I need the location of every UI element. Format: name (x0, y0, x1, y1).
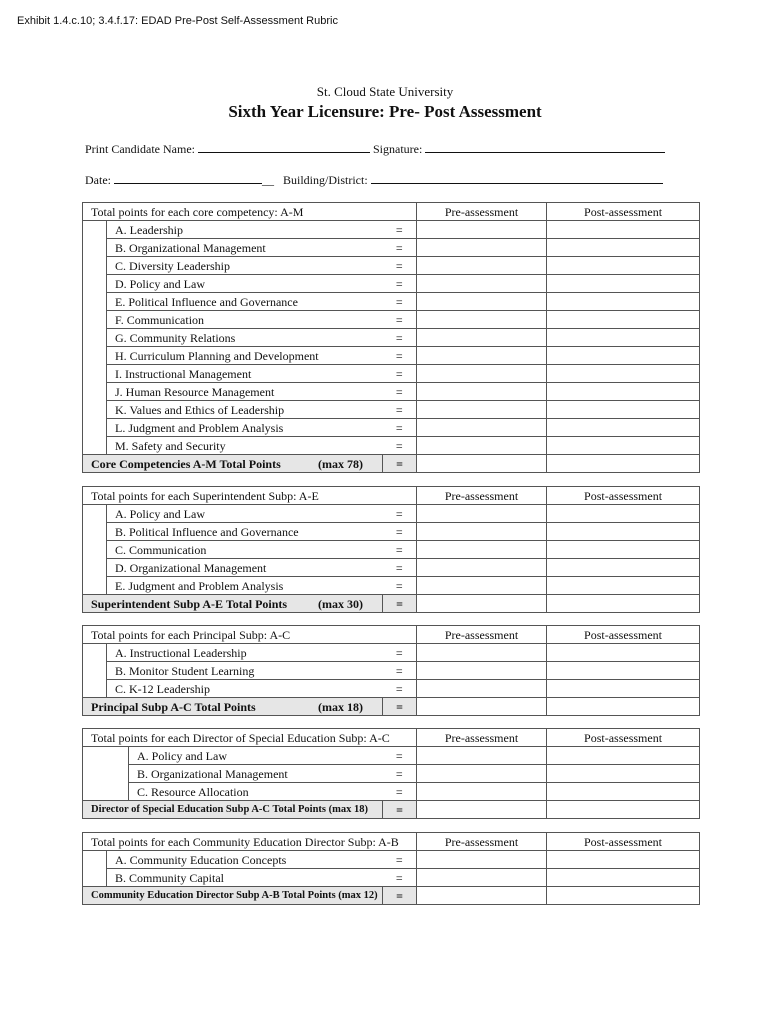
indent-cell (83, 644, 107, 662)
pre-score-cell[interactable] (417, 869, 547, 887)
item-label: A. Leadership (107, 221, 383, 239)
table-row (83, 401, 700, 419)
equals-sign: = (383, 293, 417, 311)
indent-cell (83, 347, 107, 365)
table-row (83, 783, 700, 801)
pre-score-cell[interactable] (417, 365, 547, 383)
section-heading: Total points for each core competency: A-M (83, 203, 417, 221)
table-row (83, 559, 700, 577)
page-title: Sixth Year Licensure: Pre- Post Assessment (228, 102, 542, 121)
pre-score-cell[interactable] (417, 747, 547, 765)
pre-score-cell[interactable] (417, 851, 547, 869)
total-label: Director of Special Education Subp A-C Total Points (max 18) (91, 803, 369, 815)
equals-sign: = (383, 365, 417, 383)
pre-score-cell[interactable] (417, 383, 547, 401)
total-label: Principal Subp A-C Total Points (91, 699, 256, 714)
item-label: F. Communication (107, 311, 383, 329)
equals-sign: = (383, 765, 417, 783)
indent-cell (83, 311, 107, 329)
post-score-cell[interactable] (547, 293, 700, 311)
indent-cell (83, 293, 107, 311)
table-row (83, 257, 700, 275)
signature-field[interactable] (425, 141, 665, 153)
item-label: K. Values and Ethics of Leadership (107, 401, 383, 419)
post-score-cell[interactable] (547, 401, 700, 419)
table-row (83, 644, 700, 662)
table-row (83, 365, 700, 383)
post-score-cell[interactable] (547, 505, 700, 523)
pre-score-cell[interactable] (417, 505, 547, 523)
building-label: Building/District: (283, 173, 368, 187)
item-label: C. Resource Allocation (129, 783, 383, 801)
indent-cell (83, 401, 107, 419)
post-score-cell[interactable] (547, 329, 700, 347)
post-score-cell[interactable] (547, 383, 700, 401)
pre-assessment-header: Pre-assessment (417, 833, 547, 851)
table-row (83, 680, 700, 698)
pre-score-cell[interactable] (417, 347, 547, 365)
table-row (83, 541, 700, 559)
section-heading: Total points for each Superintendent Subp: A-E (83, 487, 417, 505)
pre-score-cell[interactable] (417, 293, 547, 311)
table-row (83, 662, 700, 680)
post-score-cell[interactable] (547, 275, 700, 293)
equals-sign: = (383, 559, 417, 577)
equals-sign: = (383, 680, 417, 698)
item-label: B. Political Influence and Governance (107, 523, 383, 541)
post-total-cell[interactable] (547, 801, 700, 819)
post-score-cell[interactable] (547, 783, 700, 801)
item-label: I. Instructional Management (107, 365, 383, 383)
post-score-cell[interactable] (547, 680, 700, 698)
equals-sign: = (383, 437, 417, 455)
table-row (83, 347, 700, 365)
section-heading: Total points for each Principal Subp: A-C (83, 626, 417, 644)
pre-assessment-header: Pre-assessment (417, 203, 547, 221)
total-max: (max 30) (318, 596, 363, 611)
exhibit-header: Exhibit 1.4.c.10; 3.4.f.17: EDAD Pre-Post Self-Assessment Rubric (17, 15, 338, 27)
item-label: D. Policy and Law (107, 275, 383, 293)
table-row (83, 505, 700, 523)
equals-sign: = (383, 747, 417, 765)
post-score-cell[interactable] (547, 347, 700, 365)
table-row (83, 747, 700, 765)
item-label: C. Diversity Leadership (107, 257, 383, 275)
equals-sign: = (383, 801, 417, 819)
indent-cell (83, 783, 129, 801)
pre-assessment-header: Pre-assessment (417, 729, 547, 747)
post-score-cell[interactable] (547, 437, 700, 455)
item-label: A. Policy and Law (107, 505, 383, 523)
rubric-table (82, 728, 700, 819)
pre-score-cell[interactable] (417, 239, 547, 257)
indent-cell (83, 747, 129, 765)
post-score-cell[interactable] (547, 662, 700, 680)
equals-sign: = (383, 541, 417, 559)
pre-score-cell[interactable] (417, 523, 547, 541)
pre-score-cell[interactable] (417, 275, 547, 293)
indent-cell (83, 257, 107, 275)
indent-cell (83, 505, 107, 523)
equals-sign: = (383, 383, 417, 401)
table-row (83, 221, 700, 239)
equals-sign: = (383, 698, 417, 716)
pre-score-cell[interactable] (417, 765, 547, 783)
item-label: J. Human Resource Management (107, 383, 383, 401)
table-row (83, 383, 700, 401)
table-row (83, 577, 700, 595)
pre-score-cell[interactable] (417, 311, 547, 329)
table-row (83, 239, 700, 257)
date-label: Date: (85, 173, 111, 187)
table-row (83, 437, 700, 455)
post-score-cell[interactable] (547, 577, 700, 595)
rubric-table (82, 202, 700, 473)
date-field[interactable] (114, 172, 262, 184)
total-label-cell (83, 455, 383, 473)
equals-sign: = (383, 257, 417, 275)
equals-sign: = (383, 221, 417, 239)
building-field[interactable] (371, 172, 663, 184)
item-label: H. Curriculum Planning and Development (107, 347, 383, 365)
item-label: A. Instructional Leadership (107, 644, 383, 662)
pre-score-cell[interactable] (417, 783, 547, 801)
item-label: B. Community Capital (107, 869, 383, 887)
name-label: Print Candidate Name: (85, 142, 195, 156)
total-label: Community Education Director Subp A-B Total Points (max 12) (91, 889, 378, 901)
indent-cell (83, 680, 107, 698)
rubric-table (82, 486, 700, 613)
equals-sign: = (383, 347, 417, 365)
indent-cell (83, 419, 107, 437)
rubric-table (82, 625, 700, 716)
table-row (83, 293, 700, 311)
equals-sign: = (383, 311, 417, 329)
post-score-cell[interactable] (547, 541, 700, 559)
indent-cell (83, 869, 107, 887)
item-label: B. Organizational Management (129, 765, 383, 783)
indent-cell (83, 559, 107, 577)
equals-sign: = (383, 505, 417, 523)
post-score-cell[interactable] (547, 365, 700, 383)
post-total-cell[interactable] (547, 698, 700, 716)
item-label: E. Judgment and Problem Analysis (107, 577, 383, 595)
pre-score-cell[interactable] (417, 437, 547, 455)
table-row (83, 311, 700, 329)
indent-cell (83, 523, 107, 541)
post-assessment-header: Post-assessment (547, 833, 700, 851)
pre-score-cell[interactable] (417, 257, 547, 275)
section-heading: Total points for each Community Education Director Subp: A-B (83, 833, 417, 851)
post-score-cell[interactable] (547, 869, 700, 887)
table-row (83, 869, 700, 887)
equals-sign: = (383, 275, 417, 293)
post-score-cell[interactable] (547, 257, 700, 275)
equals-sign: = (383, 851, 417, 869)
date-suffix: __ (262, 173, 274, 187)
indent-cell (83, 577, 107, 595)
indent-cell (83, 275, 107, 293)
item-label: A. Community Education Concepts (107, 851, 383, 869)
pre-score-cell[interactable] (417, 680, 547, 698)
item-label: G. Community Relations (107, 329, 383, 347)
post-score-cell[interactable] (547, 523, 700, 541)
indent-cell (83, 239, 107, 257)
post-score-cell[interactable] (547, 239, 700, 257)
post-total-cell[interactable] (547, 887, 700, 905)
pre-total-cell[interactable] (417, 801, 547, 819)
equals-sign: = (383, 329, 417, 347)
post-assessment-header: Post-assessment (547, 626, 700, 644)
post-score-cell[interactable] (547, 851, 700, 869)
total-max: (max 18) (318, 699, 363, 714)
indent-cell (83, 365, 107, 383)
indent-cell (83, 541, 107, 559)
item-label: M. Safety and Security (107, 437, 383, 455)
table-row (83, 275, 700, 293)
equals-sign: = (383, 455, 417, 473)
table-row (83, 329, 700, 347)
name-signature-line (85, 141, 665, 157)
total-max: (max 78) (318, 456, 363, 471)
pre-total-cell[interactable] (417, 887, 547, 905)
item-label: C. Communication (107, 541, 383, 559)
indent-cell (83, 329, 107, 347)
total-label-cell (83, 595, 383, 613)
indent-cell (83, 437, 107, 455)
pre-assessment-header: Pre-assessment (417, 626, 547, 644)
equals-sign: = (383, 869, 417, 887)
equals-sign: = (383, 595, 417, 613)
item-label: C. K-12 Leadership (107, 680, 383, 698)
indent-cell (83, 662, 107, 680)
indent-cell (83, 383, 107, 401)
item-label: L. Judgment and Problem Analysis (107, 419, 383, 437)
pre-score-cell[interactable] (417, 401, 547, 419)
equals-sign: = (383, 419, 417, 437)
post-score-cell[interactable] (547, 765, 700, 783)
table-row (83, 523, 700, 541)
total-label: Superintendent Subp A-E Total Points (91, 596, 288, 611)
item-label: B. Organizational Management (107, 239, 383, 257)
total-label: Core Competencies A-M Total Points (91, 456, 281, 471)
table-row (83, 765, 700, 783)
equals-sign: = (383, 239, 417, 257)
rubric-table (82, 832, 700, 905)
pre-total-cell[interactable] (417, 595, 547, 613)
post-score-cell[interactable] (547, 311, 700, 329)
indent-cell (83, 221, 107, 239)
table-row (83, 851, 700, 869)
item-label: B. Monitor Student Learning (107, 662, 383, 680)
post-assessment-header: Post-assessment (547, 203, 700, 221)
equals-sign: = (383, 577, 417, 595)
post-assessment-header: Post-assessment (547, 729, 700, 747)
signature-label: Signature: (372, 142, 423, 156)
pre-score-cell[interactable] (417, 644, 547, 662)
item-label: E. Political Influence and Governance (107, 293, 383, 311)
post-total-cell[interactable] (547, 455, 700, 473)
pre-assessment-header: Pre-assessment (417, 487, 547, 505)
pre-score-cell[interactable] (417, 577, 547, 595)
pre-score-cell[interactable] (417, 221, 547, 239)
pre-total-cell[interactable] (417, 698, 547, 716)
post-score-cell[interactable] (547, 747, 700, 765)
pre-score-cell[interactable] (417, 662, 547, 680)
equals-sign: = (383, 644, 417, 662)
post-score-cell[interactable] (547, 419, 700, 437)
post-assessment-header: Post-assessment (547, 487, 700, 505)
total-label-cell (83, 698, 383, 716)
table-row (83, 419, 700, 437)
pre-score-cell[interactable] (417, 419, 547, 437)
item-label: D. Organizational Management (107, 559, 383, 577)
equals-sign: = (383, 401, 417, 419)
pre-total-cell[interactable] (417, 455, 547, 473)
university-name: St. Cloud State University (316, 84, 454, 99)
post-score-cell[interactable] (547, 559, 700, 577)
total-label-cell (83, 801, 383, 819)
pre-score-cell[interactable] (417, 329, 547, 347)
equals-sign: = (383, 887, 417, 905)
date-building-line (85, 172, 663, 188)
section-heading: Total points for each Director of Special Education Subp: A-C (83, 729, 417, 747)
indent-cell (83, 765, 129, 783)
equals-sign: = (383, 662, 417, 680)
pre-score-cell[interactable] (417, 541, 547, 559)
item-label: A. Policy and Law (129, 747, 383, 765)
total-label-cell (83, 887, 383, 905)
pre-score-cell[interactable] (417, 559, 547, 577)
equals-sign: = (383, 523, 417, 541)
post-total-cell[interactable] (547, 595, 700, 613)
post-score-cell[interactable] (547, 644, 700, 662)
name-field[interactable] (198, 141, 370, 153)
post-score-cell[interactable] (547, 221, 700, 239)
indent-cell (83, 851, 107, 869)
equals-sign: = (383, 783, 417, 801)
